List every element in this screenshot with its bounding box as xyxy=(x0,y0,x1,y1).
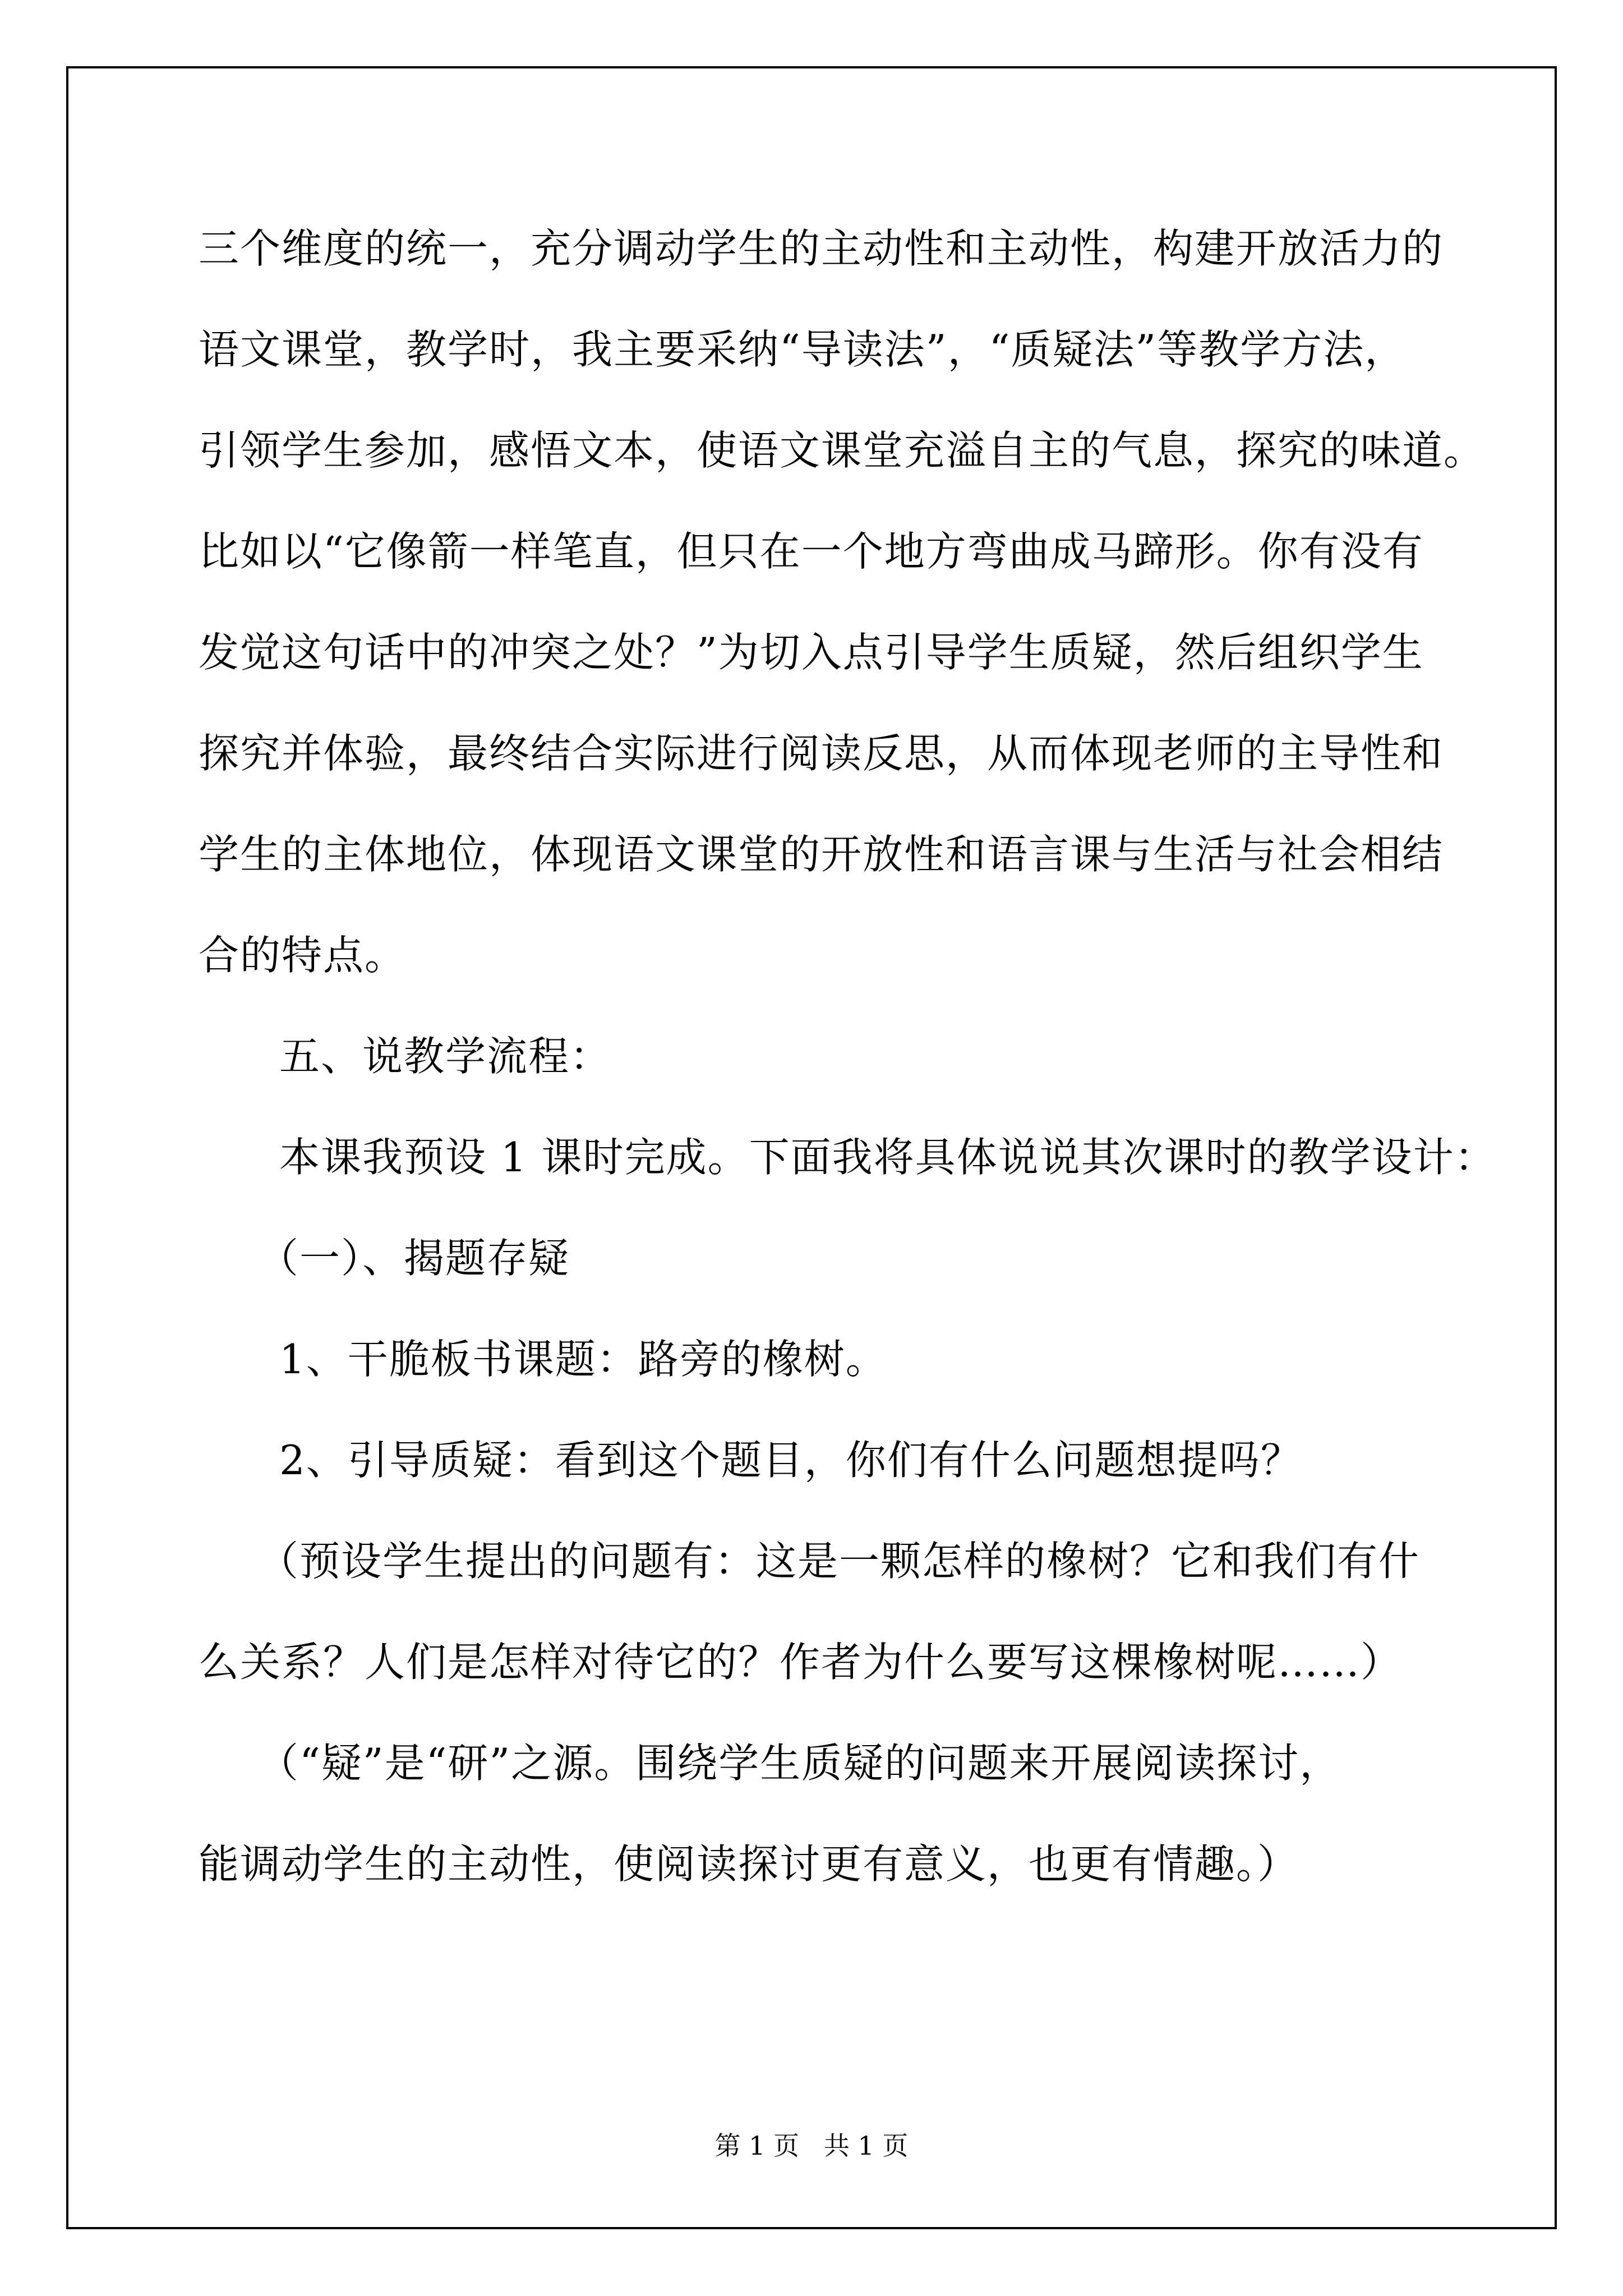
body-text-line-7: 学生的主体地位，体现语文课堂的开放性和语言课与生活与社会相结 xyxy=(199,831,1444,878)
body-text-line-8: 合的特点。 xyxy=(199,932,407,979)
body-text-line-2: 语文课堂，教学时，我主要采纳“导读法”，“质疑法”等教学方法， xyxy=(199,326,1407,373)
body-text-line-15: 么关系？人们是怎样对待它的？作者为什么要写这棵橡树呢……） xyxy=(199,1639,1403,1686)
body-text-line-5: 发觉这句话中的冲突之处？”为切入点引导学生质疑，然后组织学生 xyxy=(199,629,1424,676)
body-text-line-17: 能调动学生的主动性，使阅读探讨更有意义，也更有情趣。） xyxy=(199,1841,1299,1888)
body-text-line-16: （“疑”是“研”之源。围绕学生质疑的问题来开展阅读探讨， xyxy=(258,1740,1341,1787)
body-text-line-1: 三个维度的统一，充分调动学生的主动性和主动性，构建开放活力的 xyxy=(199,225,1444,272)
section-heading: 五、说教学流程： xyxy=(279,1033,612,1080)
body-text-line-3: 引领学生参加，感悟文本，使语文课堂充溢自主的气息，探究的味道。 xyxy=(199,427,1486,474)
body-text-line-14: （预设学生提出的问题有：这是一颗怎样的橡树？它和我们有什 xyxy=(258,1538,1421,1585)
list-item-1: 1、干脆板书课题：路旁的橡树。 xyxy=(279,1336,887,1383)
body-text-line-6: 探究并体验，最终结合实际进行阅读反思，从而体现老师的主导性和 xyxy=(199,730,1444,777)
subsection-heading: （一）、揭题存疑 xyxy=(258,1235,570,1282)
body-text-line-10: 本课我预设 1 课时完成。下面我将具体说说其次课时的教学设计： xyxy=(279,1134,1496,1181)
body-text-line-4: 比如以“它像箭一样笔直，但只在一个地方弯曲成马蹄形。你有没有 xyxy=(199,528,1424,575)
list-item-2: 2、引导质疑：看到这个题目，你们有什么问题想提吗？ xyxy=(279,1437,1302,1484)
page-number-footer: 第 1 页 共 1 页 xyxy=(714,2131,909,2161)
